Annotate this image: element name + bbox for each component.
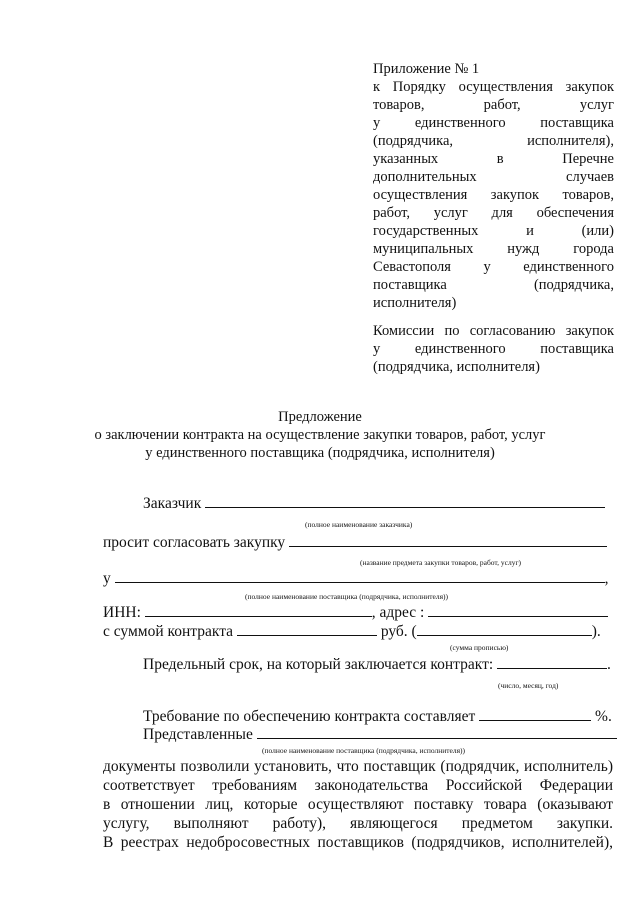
submitted-hint: (полное наименование поставщика (подрядчика, исполнителя)) bbox=[262, 746, 466, 755]
addressee-line: (подрядчика, исполнителя) bbox=[373, 359, 540, 375]
appendix-line: у единственного поставщика bbox=[373, 115, 614, 131]
body-line: услугу, выполняют работу), являющегося предметом закупки. bbox=[103, 815, 613, 832]
body-paragraph bbox=[103, 757, 613, 852]
supplier-field[interactable] bbox=[115, 568, 605, 583]
sum-words-field[interactable] bbox=[417, 621, 592, 636]
customer-label: Заказчик bbox=[143, 495, 202, 512]
inn-row bbox=[103, 602, 608, 622]
supplier-hint: (полное наименование поставщика (подрядчика, исполнителя)) bbox=[245, 592, 449, 601]
addressee-line: у единственного поставщика bbox=[373, 341, 614, 357]
appendix-line: дополнительных случаев bbox=[373, 169, 614, 185]
body-line: документы позволили установить, что поставщик (подрядчик, исполнитель) bbox=[103, 758, 613, 775]
submitted-row bbox=[143, 724, 617, 744]
heading-title: Предложение bbox=[278, 409, 362, 425]
sum-currency: руб. ( bbox=[380, 623, 417, 640]
submitted-field[interactable] bbox=[257, 724, 617, 739]
deadline-row bbox=[143, 654, 611, 674]
appendix-line: к Порядку осуществления закупок bbox=[373, 79, 614, 95]
heading-line: о заключении контракта на осуществление закупки товаров, работ, услуг bbox=[94, 427, 546, 443]
sum-hint: (сумма прописью) bbox=[450, 643, 509, 652]
body-line: соответствует требованиям законодательства Российской Федерации bbox=[103, 777, 613, 794]
sum-field[interactable] bbox=[237, 621, 377, 636]
request-hint: (название предмета закупки товаров, работ, услуг) bbox=[360, 558, 522, 567]
deadline-suffix: . bbox=[607, 656, 611, 673]
supplier-label: у bbox=[103, 570, 111, 587]
customer-hint: (полное наименование заказчика) bbox=[305, 520, 413, 529]
security-suffix: %. bbox=[595, 708, 612, 725]
heading-line: у единственного поставщика (подрядчика, исполнителя) bbox=[145, 445, 495, 461]
appendix-line: муниципальных нужд города bbox=[373, 241, 614, 257]
submitted-label: Представленные bbox=[143, 726, 253, 743]
document-heading bbox=[0, 408, 640, 462]
appendix-line: государственных и (или) bbox=[373, 223, 614, 239]
deadline-label: Предельный срок, на который заключается контракт: bbox=[143, 656, 494, 673]
appendix-line: указанных в Перечне bbox=[373, 151, 614, 167]
address-field[interactable] bbox=[428, 602, 608, 617]
appendix-line: Севастополя у единственного bbox=[373, 259, 614, 275]
body-line: в отношении лиц, которые осуществляют поставку товара (оказывают bbox=[103, 796, 613, 813]
customer-field[interactable] bbox=[205, 493, 605, 508]
inn-label: ИНН: bbox=[103, 604, 141, 621]
appendix-title: Приложение № 1 bbox=[373, 61, 480, 77]
supplier-row bbox=[103, 568, 609, 588]
security-row bbox=[143, 706, 612, 726]
deadline-field[interactable] bbox=[497, 654, 607, 669]
appendix-line: исполнителя) bbox=[373, 295, 457, 311]
appendix-line: (подрядчика, исполнителя), bbox=[373, 133, 614, 149]
security-field[interactable] bbox=[479, 706, 591, 721]
addressee-line: Комиссии по согласованию закупок bbox=[373, 323, 614, 339]
security-label: Требование по обеспечению контракта составляет bbox=[143, 708, 476, 725]
sum-row bbox=[103, 621, 601, 641]
body-line: В реестрах недобросовестных поставщиков (подрядчиков, исполнителей), bbox=[103, 834, 613, 851]
appendix-block bbox=[373, 60, 614, 312]
appendix-line: товаров, работ, услуг bbox=[373, 97, 614, 113]
inn-field[interactable] bbox=[145, 602, 372, 617]
appendix-line: работ, услуг для обеспечения bbox=[373, 205, 614, 221]
appendix-line: поставщика (подрядчика, bbox=[373, 277, 614, 293]
addressee-block bbox=[373, 322, 614, 376]
supplier-suffix: , bbox=[604, 570, 609, 587]
deadline-hint: (число, месяц, год) bbox=[498, 681, 559, 690]
customer-row bbox=[143, 493, 605, 513]
request-field[interactable] bbox=[289, 532, 607, 547]
appendix-line: осуществления закупок товаров, bbox=[373, 187, 614, 203]
request-row bbox=[103, 532, 607, 552]
sum-label: с суммой контракта bbox=[103, 623, 234, 640]
sum-close: ). bbox=[591, 623, 601, 640]
request-label: просит согласовать закупку bbox=[103, 534, 286, 551]
address-label: , адрес : bbox=[371, 604, 425, 621]
